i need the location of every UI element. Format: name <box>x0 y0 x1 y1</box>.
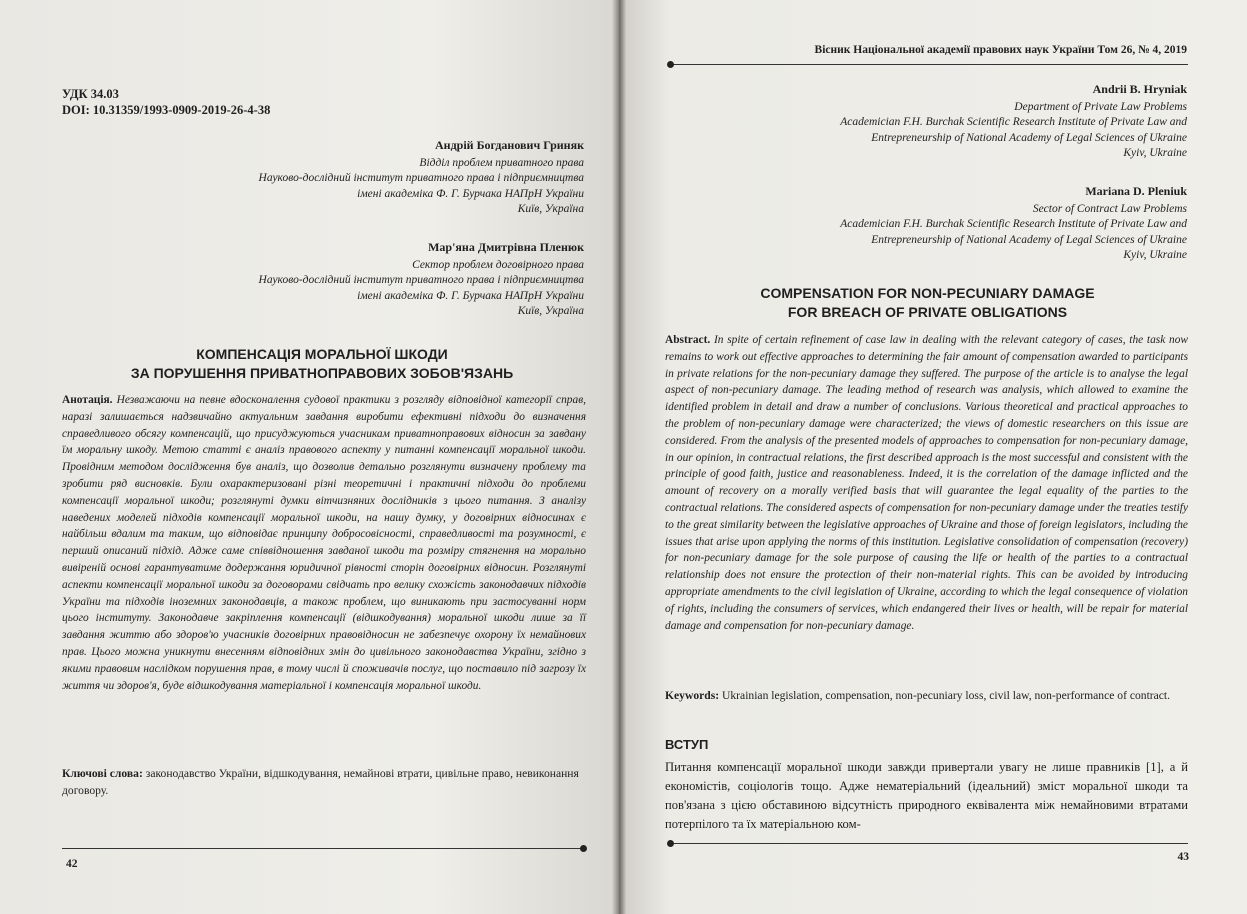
title-line: КОМПЕНСАЦІЯ МОРАЛЬНОЇ ШКОДИ <box>196 346 448 362</box>
affiliation-line: Academician F.H. Burchak Scientific Research Institute of Private Law and <box>840 218 1187 230</box>
affiliation-line: Sector of Contract Law Problems <box>1032 202 1187 215</box>
keywords-uk <box>62 766 586 799</box>
affiliation-line: Kyiv, Ukraine <box>1123 147 1187 159</box>
affiliation-line: Науково-дослідний інститут приватного права і підприємництва <box>258 274 584 286</box>
affiliation-line: Сектор проблем договірного права <box>412 258 584 271</box>
author-block-1-uk <box>184 138 584 218</box>
affiliation-line: Kyiv, Ukraine <box>1123 249 1187 261</box>
author-affiliation <box>184 156 584 218</box>
keywords-label: Ключові слова: <box>62 767 143 780</box>
header-rule <box>670 64 1188 65</box>
affiliation-line: Київ, Україна <box>517 203 584 215</box>
keywords-text: Ukrainian legislation, compensation, non-pecuniary loss, civil law, non-performance of contract. <box>722 689 1171 702</box>
author-name: Andrii B. Hryniak <box>1092 82 1187 96</box>
doi: DOI: 10.31359/1993-0909-2019-26-4-38 <box>62 103 271 117</box>
title-line: ЗА ПОРУШЕННЯ ПРИВАТНОПРАВОВИХ ЗОБОВ'ЯЗАНЬ <box>130 365 514 381</box>
author-name: Мар'яна Дмитрівна Пленюк <box>428 240 584 254</box>
author-name: Андрій Богданович Гриняк <box>435 138 584 152</box>
article-title-en <box>665 284 1190 322</box>
keywords-label: Keywords: <box>665 689 720 702</box>
left-page <box>0 0 618 914</box>
title-line: FOR BREACH OF PRIVATE OBLIGATIONS <box>787 304 1068 320</box>
abstract-text: Незважаючи на певне вдосконалення судової практики з розгляду відповідної категорії справ, наразі залишається надзвичайно актуальним завдання виробити ефективні підходи до визначення справедливого обсягу компенсацій, що присуджуються учасникам приватноправових відносин за завдану їм моральну шкоду. Метою статті є аналіз правового аспекту у питанні компенсації моральної шкоди. Провідним методом дослідження був аналіз, що дозволив детально розглянути визначену проблему та зробити ряд висновків. Були охарактеризовані різні теоретичні і практичні підходи до проблеми компенсації моральної шкоди; розглянуті думки вітчизняних дослідників з цього питання. З аналізу наведених моделей підходів компенсації моральної шкоди, на нашу думку, у договірних відносинах є найбільш вдалим та таким, що відповідає принципу добросовісності, справедливості та розумності, є перший описаний підхід. Адже саме співвідношення завданої шкоди та розміру стягнення на морально вивіреній основі гарантуватиме додержання юридичної рівності сторін договірних відносин. Розглянуті аспекти компенсації моральної шкоди за договорами свідчать про велику схожість законодавчих підходів України та підходів іноземних законодавців, а також проблем, що виникають при застосуванні норм цього інституту. Законодавче закріплення компенсації (відшкодування) моральної шкоди лише за її завдання життю або здоров'ю учасників договірних правовідносин не забезпечує охорону їх немайнових прав. Цього можна уникнути внесенням відповідних змін до цивільного законодавства України, згідно з якими правовим наслідком порушення прав, в тому числі й споживачів послуг, що поставило під загрозу їх життя чи здоров'я, буде відшкодування матеріальної і компенсація моральної шкоди. <box>62 394 586 692</box>
keywords-text: законодавство України, відшкодування, немайнові втрати, цивільне право, невиконання договору. <box>62 767 579 797</box>
author-block-2-uk <box>184 240 584 320</box>
author-block-2-en <box>767 184 1187 264</box>
abstract-en <box>665 332 1188 634</box>
abstract-text: In spite of certain refinement of case law in dealing with the relevant category of cases, the task now remains to work out effective approaches to determining the fair amount of compensation awarded to participants in private relations for the non-pecuniary damage they suffered. The purpose of the article is to analyse the legal aspect of non-pecuniary damage. The leading method of research was analysis, which allowed to examine the identified problem in detail and draw a number of conclusions. Various theoretical and practical approaches to the problem of non-pecuniary damage were characterized; the views of domestic researchers on this issue are considered. From the analysis of the presented models of approaches to compensation for non-pecuniary damage, in our opinion, in contractual relations, the first described approach is the most successful and consistent with the principle of good faith, justice and reasonableness. Indeed, it is the correlation of the damage inflicted and the amount of recovery on a morally verified basis that will guarantee the legal equality of the parties to the contractual relations. The considered aspects of compensation for non-pecuniary damage under the treaties testify to the great similarity between the legislative approaches of Ukraine and those of foreign legislators, including the issues that arise upon applying the norms of this institution. Legislative consolidation of compensation (recovery) for non-pecuniary damage for the sole purpose of causing the life or health of the parties to a contractual relationship does not ensure the protection of their non-material rights. This can be avoided by introducing appropriate amendments to the civil legislation of Ukraine, according to which the legal consequence of violation of rights, including the consumers of services, which endangered their lives or health, will be repair for material damage and compensation for non-pecuniary damage. <box>665 334 1188 632</box>
affiliation-line: Entrepreneurship of National Academy of Legal Sciences of Ukraine <box>871 233 1187 246</box>
affiliation-line: Науково-дослідний інститут приватного права і підприємництва <box>258 172 584 184</box>
abstract-uk <box>62 392 586 694</box>
affiliation-line: імені академіка Ф. Г. Бурчака НАПрН України <box>357 289 584 302</box>
keywords-en <box>665 688 1188 705</box>
author-block-1-en <box>767 82 1187 162</box>
affiliation-line: Entrepreneurship of National Academy of Legal Sciences of Ukraine <box>871 131 1187 144</box>
author-affiliation <box>767 100 1187 162</box>
abstract-label: Abstract. <box>665 334 711 346</box>
abstract-label: Анотація. <box>62 394 113 406</box>
udk-code: УДК 34.03 <box>62 87 119 101</box>
author-name: Mariana D. Pleniuk <box>1085 184 1187 198</box>
article-title-uk <box>62 345 582 383</box>
section-heading: ВСТУП <box>665 737 709 752</box>
footer-rule <box>62 848 584 849</box>
affiliation-line: імені академіка Ф. Г. Бурчака НАПрН України <box>357 187 584 200</box>
intro-paragraph: Питання компенсації моральної шкоди завжди привертали увагу не лише правників [1], а й економістів, соціологів тощо. Адже нематеріальний (ідеальний) зміст моральної шкоди та пов'язана з цією обставиною відсутність природного еквівалента між немайновими втратами потерпілого та їх матеріальною ком- <box>665 760 1188 831</box>
footer-rule <box>670 843 1188 844</box>
affiliation-line: Department of Private Law Problems <box>1014 100 1187 113</box>
page-number: 43 <box>1177 851 1189 863</box>
page-number: 42 <box>66 858 78 870</box>
author-affiliation <box>767 202 1187 264</box>
udk-doi-block <box>62 86 270 118</box>
affiliation-line: Відділ проблем приватного права <box>419 156 584 169</box>
title-line: COMPENSATION FOR NON-PECUNIARY DAMAGE <box>760 285 1095 301</box>
affiliation-line: Academician F.H. Burchak Scientific Research Institute of Private Law and <box>840 116 1187 128</box>
affiliation-line: Київ, Україна <box>517 305 584 317</box>
author-affiliation <box>184 258 584 320</box>
book-gutter <box>612 0 626 914</box>
running-header: Вісник Національної академії правових наук України Том 26, № 4, 2019 <box>814 44 1187 56</box>
